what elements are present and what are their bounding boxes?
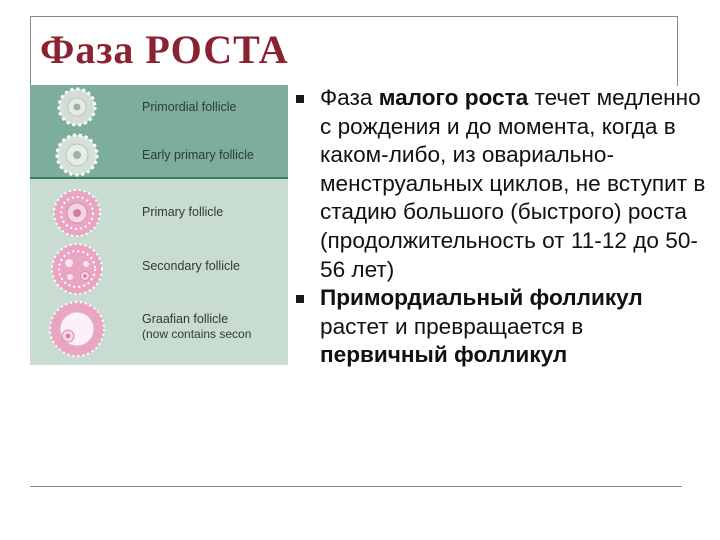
- frame-right-line: [677, 16, 678, 86]
- bullet-run: растет и превращается в: [320, 313, 584, 339]
- primordial-follicle-icon: [59, 89, 95, 125]
- bullet-item: [296, 84, 716, 284]
- slide-title: Фаза РОСТА: [40, 27, 289, 72]
- early-primary-follicle-icon: [57, 135, 97, 175]
- label-early-primary-follicle: Early primary follicle: [142, 148, 254, 162]
- label-graafian-follicle: Graafian follicle: [142, 312, 229, 326]
- frame-top-line: [30, 16, 678, 17]
- bullet-text-primordial: [320, 284, 716, 370]
- frame-left-line: [30, 16, 31, 86]
- bullet-square-icon: [296, 295, 304, 303]
- bullet-run-bold: Примордиальный фолликул: [320, 285, 643, 311]
- label-primordial-follicle: Primordial follicle: [142, 100, 237, 114]
- bullet-run-bold: первичный фолликул: [320, 342, 568, 368]
- bullet-list: [296, 84, 716, 370]
- bullet-run: течет медленно с рождения и до момента, когда в каком-либо, из овариально-менструальных циклов, не вступит в стадию большого (быстрого) роста (продолжительность от 11-12 до 50-56 лет): [320, 85, 706, 282]
- frame-bottom-line: [30, 486, 682, 487]
- label-secondary-follicle: Secondary follicle: [142, 259, 240, 273]
- label-primary-follicle: Primary follicle: [142, 205, 224, 219]
- bullet-item: [296, 284, 716, 370]
- bullet-run-bold: малого роста: [378, 85, 529, 110]
- bullet-run: Фаза: [320, 85, 379, 110]
- graafian-follicle-icon: [50, 302, 104, 356]
- primary-follicle-icon: [54, 190, 100, 236]
- follicle-diagram: [30, 85, 288, 365]
- label-graafian-note: (now contains secon: [142, 327, 252, 341]
- bullet-square-icon: [296, 95, 304, 103]
- bullet-text-small-growth: [320, 84, 716, 284]
- secondary-follicle-icon: [52, 244, 102, 294]
